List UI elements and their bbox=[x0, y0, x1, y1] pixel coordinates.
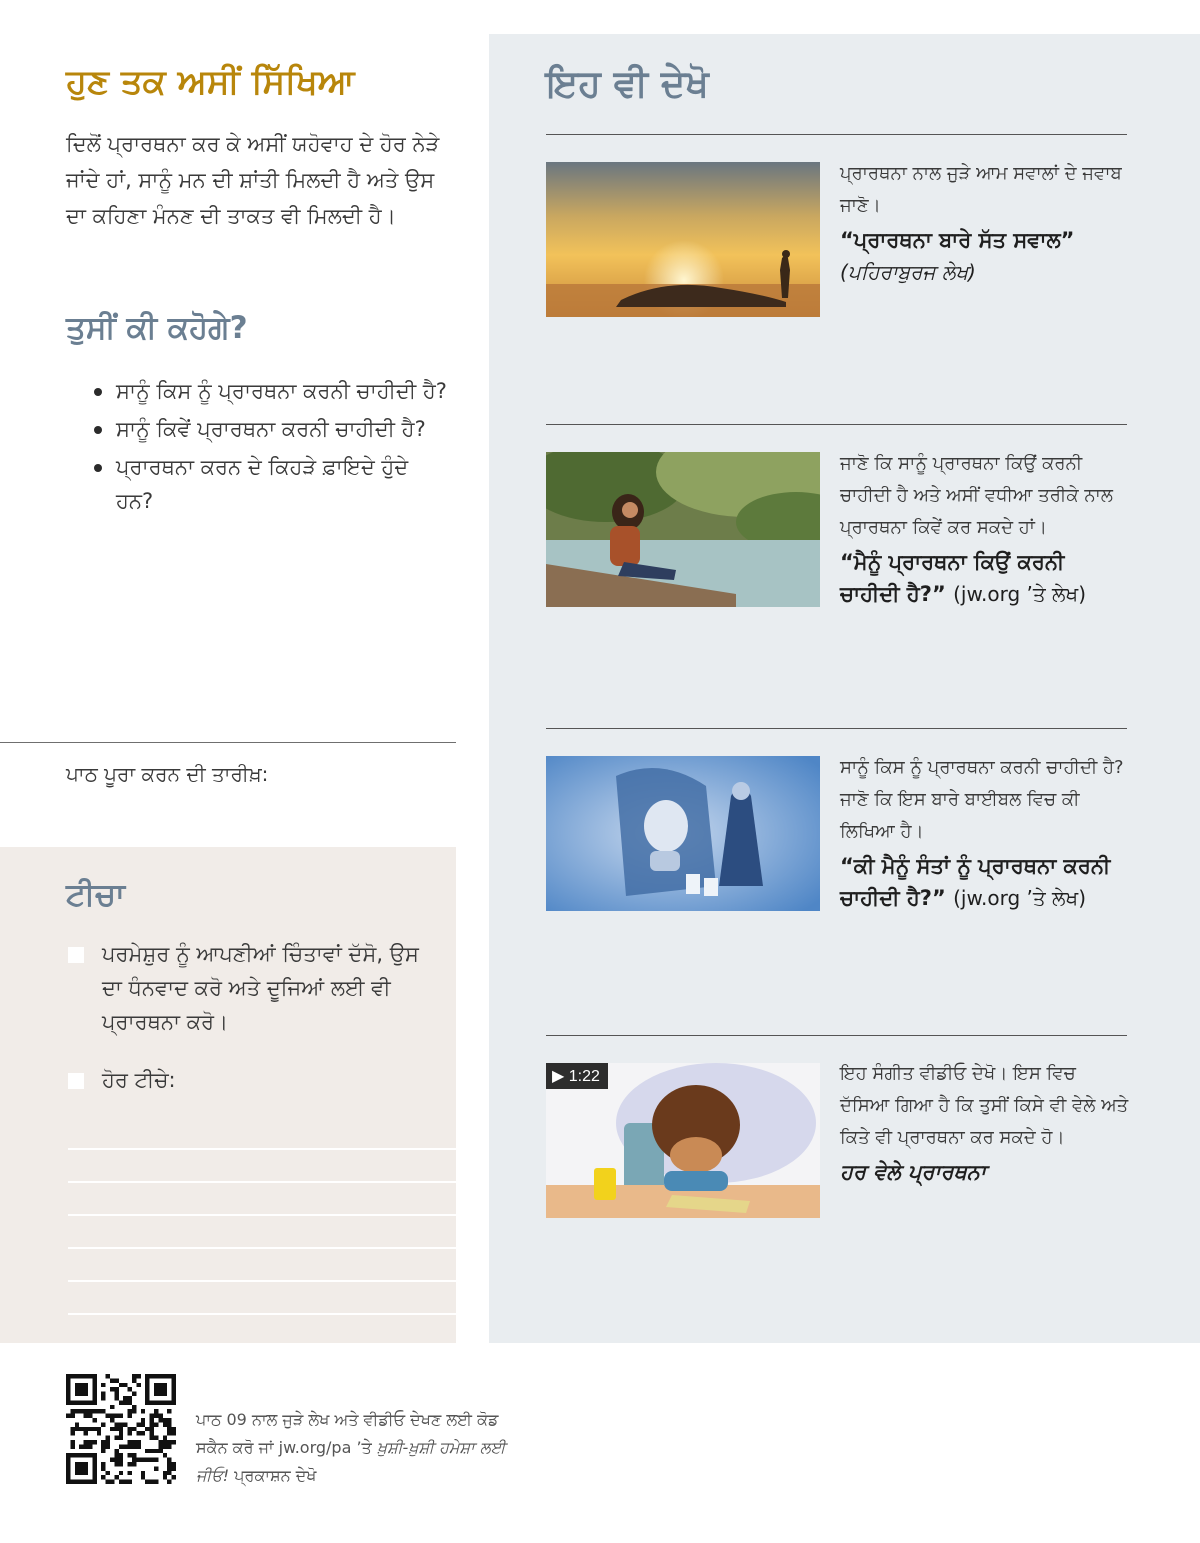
sunset-prayer-image[interactable] bbox=[546, 162, 820, 317]
left-column bbox=[0, 0, 456, 1343]
goal-item bbox=[68, 937, 438, 1039]
card-source: (jw.org ’ਤੇ ਲੇਖ) bbox=[953, 582, 1087, 606]
completion-date-label: ਪਾਠ ਪੂਰਾ ਕਰਨ ਦੀ ਤਾਰੀਖ਼: bbox=[66, 762, 269, 786]
goal-writing-lines[interactable] bbox=[68, 1117, 456, 1315]
card-description: ਸਾਨੂੰ ਕਿਸ ਨੂੰ ਪ੍ਰਾਰਥਨਾ ਕਰਨੀ ਚਾਹੀਦੀ ਹੈ? ਜਾਣੋ ਕਿ ਇਸ ਬਾਰੇ ਬਾਈਬਲ ਵਿਚ ਕੀ ਲਿਖਿਆ ਹੈ। bbox=[840, 757, 1124, 842]
question-item: ਸਾਨੂੰ ਕਿਸ ਨੂੰ ਪ੍ਰਾਰਥਨਾ ਕਰਨੀ ਚਾਹੀਦੀ ਹੈ? bbox=[92, 374, 452, 408]
footer-text-end: ਪ੍ਰਕਾਸ਼ਨ ਦੇਖੋ bbox=[229, 1466, 317, 1485]
goal-box bbox=[0, 847, 456, 1343]
card-title[interactable]: “ਪ੍ਰਾਰਥਨਾ ਬਾਰੇ ਸੱਤ ਸਵਾਲ” bbox=[840, 228, 1075, 252]
learned-summary: ਦਿਲੋਂ ਪ੍ਰਾਰਥਨਾ ਕਰ ਕੇ ਅਸੀਂ ਯਹੋਵਾਹ ਦੇ ਹੋਰ ਨੇੜੇ ਜਾਂਦੇ ਹਾਂ, ਸਾਨੂੰ ਮਨ ਦੀ ਸ਼ਾਂਤੀ ਮਿਲਦੀ ਹੈ ਅਤੇ ਉਸ ਦਾ ਕਹਿਣਾ ਮੰਨਣ ਦੀ ਤਾਕਤ ਵੀ ਮਿਲਦੀ ਹੈ। bbox=[66, 132, 440, 228]
video-duration-badge[interactable]: ▶ 1:22 bbox=[546, 1063, 608, 1089]
question-item: ਸਾਨੂੰ ਕਿਵੇਂ ਪ੍ਰਾਰਥਨਾ ਕਰਨੀ ਚਾਹੀਦੀ ਹੈ? bbox=[92, 412, 452, 446]
card-divider bbox=[546, 424, 1127, 425]
card-source: (ਪਹਿਰਾਬੁਰਜ ਲੇਖ) bbox=[840, 260, 976, 284]
card-description: ਜਾਣੋ ਕਿ ਸਾਨੂੰ ਪ੍ਰਾਰਥਨਾ ਕਿਉਂ ਕਰਨੀ ਚਾਹੀਦੀ ਹੈ ਅਤੇ ਅਸੀਂ ਵਧੀਆ ਤਰੀਕੇ ਨਾਲ ਪ੍ਰਾਰਥਨਾ ਕਿਵੇਂ ਕਰ ਸਕਦੇ ਹਾਂ। bbox=[840, 453, 1113, 538]
card-link[interactable] bbox=[840, 224, 1130, 288]
card-link[interactable] bbox=[840, 546, 1130, 610]
goal-checkbox[interactable] bbox=[68, 947, 84, 963]
see-also-heading: ਇਹ ਵੀ ਦੇਖੋ bbox=[546, 62, 709, 105]
woman-by-river-image[interactable] bbox=[546, 452, 820, 607]
what-would-you-say-heading: ਤੁਸੀਂ ਕੀ ਕਹੋਗੇ? bbox=[66, 310, 248, 346]
writing-line[interactable] bbox=[68, 1282, 456, 1315]
card-title[interactable]: “ਮੈਨੂੰ ਪ੍ਰਾਰਥਨਾ ਕਿਉਂ ਕਰਨੀ ਚਾਹੀਦੀ ਹੈ?” bbox=[840, 550, 1065, 606]
other-goal-checkbox[interactable] bbox=[68, 1073, 84, 1089]
see-also-panel bbox=[489, 34, 1200, 1343]
writing-line[interactable] bbox=[68, 1117, 456, 1150]
footer-note bbox=[196, 1406, 516, 1490]
qr-code[interactable] bbox=[66, 1374, 176, 1484]
card-text bbox=[840, 158, 1130, 288]
card-title[interactable]: “ਕੀ ਮੈਨੂੰ ਸੰਤਾਂ ਨੂੰ ਪ੍ਰਾਰਥਨਾ ਕਰਨੀ ਚਾਹੀਦੀ ਹੈ?” bbox=[840, 854, 1111, 910]
card-link[interactable] bbox=[840, 850, 1130, 914]
goal-item bbox=[68, 1063, 438, 1097]
goal-text: ਪਰਮੇਸ਼ੁਰ ਨੂੰ ਆਪਣੀਆਂ ਚਿੰਤਾਵਾਂ ਦੱਸੋ, ਉਸ ਦਾ ਧੰਨਵਾਦ ਕਰੋ ਅਤੇ ਦੂਜਿਆਂ ਲਈ ਵੀ ਪ੍ਰਾਰਥਨਾ ਕਰੋ। bbox=[102, 942, 419, 1034]
other-goals-label: ਹੋਰ ਟੀਚੇ: bbox=[102, 1068, 176, 1092]
learned-heading: ਹੁਣ ਤਕ ਅਸੀਂ ਸਿੱਖਿਆ bbox=[66, 62, 355, 102]
footer-text-start: ਪਾਠ 09 ਨਾਲ ਜੁੜੇ ਲੇਖ ਅਤੇ ਵੀਡੀਓ ਦੇਖਣ ਲਈ ਕੋਡ ਸਕੈਨ ਕਰੋ ਜਾਂ jw.org/pa ’ਤੇ bbox=[196, 1410, 499, 1457]
question-item: ਪ੍ਰਾਰਥਨਾ ਕਰਨ ਦੇ ਕਿਹੜੇ ਫ਼ਾਇਦੇ ਹੁੰਦੇ ਹਨ? bbox=[92, 450, 452, 518]
card-divider bbox=[546, 1035, 1127, 1036]
card-text bbox=[840, 752, 1130, 914]
card-text bbox=[840, 1058, 1130, 1188]
writing-line[interactable] bbox=[68, 1183, 456, 1216]
review-questions bbox=[92, 374, 452, 522]
card-text bbox=[840, 448, 1130, 610]
card-divider bbox=[546, 134, 1127, 135]
card-description: ਪ੍ਰਾਰਥਨਾ ਨਾਲ ਜੁੜੇ ਆਮ ਸਵਾਲਾਂ ਦੇ ਜਵਾਬ ਜਾਣੋ। bbox=[840, 163, 1122, 216]
card-description: ਇਹ ਸੰਗੀਤ ਵੀਡੀਓ ਦੇਖੋ। ਇਸ ਵਿਚ ਦੱਸਿਆ ਗਿਆ ਹੈ ਕਿ ਤੁਸੀਂ ਕਿਸੇ ਵੀ ਵੇਲੇ ਅਤੇ ਕਿਤੇ ਵੀ ਪ੍ਰਾਰਥਨਾ ਕਰ ਸਕਦੇ ਹੋ। bbox=[840, 1063, 1129, 1148]
goal-heading: ਟੀਚਾ bbox=[66, 877, 125, 913]
card-divider bbox=[546, 728, 1127, 729]
writing-line[interactable] bbox=[68, 1216, 456, 1249]
section-divider bbox=[0, 742, 456, 743]
praying-child-video-thumbnail[interactable] bbox=[546, 1063, 820, 1218]
publication-title[interactable]: ਖ਼ੁਸ਼ੀ-ਖ਼ੁਸ਼ੀ ਹਮੇਸ਼ਾ ਲਈ ਜੀਓ! bbox=[196, 1438, 506, 1485]
card-source: (jw.org ’ਤੇ ਲੇਖ) bbox=[953, 886, 1087, 910]
video-title-link[interactable]: ਹਰ ਵੇਲੇ ਪ੍ਰਾਰਥਨਾ bbox=[840, 1160, 986, 1184]
writing-line[interactable] bbox=[68, 1150, 456, 1183]
praying-to-statue-image[interactable] bbox=[546, 756, 820, 911]
writing-line[interactable] bbox=[68, 1249, 456, 1282]
